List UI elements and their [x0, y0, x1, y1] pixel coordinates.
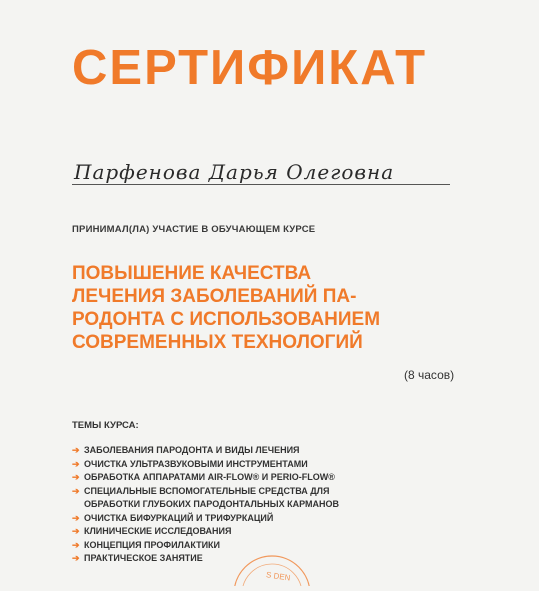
topic-item-continuation [72, 498, 432, 512]
topic-text: ПРАКТИЧЕСКОЕ ЗАНЯТИЕ [84, 553, 203, 563]
course-title-line: РОДОНТА С ИСПОЛЬЗОВАНИЕМ [72, 309, 381, 330]
topic-item [72, 444, 432, 458]
topic-item [72, 485, 432, 499]
arrow-right-icon: ➔ [72, 553, 80, 563]
arrow-right-icon: ➔ [72, 526, 80, 536]
topic-text: КЛИНИЧЕСКИЕ ИССЛЕДОВАНИЯ [84, 526, 232, 536]
arrow-right-icon: ➔ [72, 539, 80, 550]
stamp-seal-graphic [232, 546, 312, 586]
topic-text: ОБРАБОТКА АППАРАТАМИ AIR-FLOW® И PERIO-FLOW® [84, 472, 335, 482]
participation-text: ПРИНИМАЛ(ЛА) УЧАСТИЕ В ОБУЧАЮЩЕМ КУРСЕ [72, 224, 316, 235]
topic-item [72, 471, 432, 485]
course-hours: (8 часов) [404, 368, 455, 382]
svg-text:S DEN: S DEN [265, 570, 291, 583]
arrow-right-icon: ➔ [72, 485, 80, 496]
course-title-line: ПОВЫШЕНИЕ КАЧЕСТВА [72, 263, 312, 284]
topic-text: ОБРАБОТКИ ГЛУБОКИХ ПАРОДОНТАЛЬНЫХ КАРМАНОВ [84, 499, 339, 509]
topic-item [72, 525, 432, 539]
arrow-right-icon: ➔ [72, 445, 80, 455]
topics-heading: ТЕМЫ КУРСА: [72, 420, 139, 431]
topic-item [72, 458, 432, 472]
certificate-title: СЕРТИФИКАТ [72, 41, 428, 95]
recipient-name: Парфенова Дарья Олеговна [74, 160, 395, 184]
topic-text: КОНЦЕПЦИЯ ПРОФИЛАКТИКИ [84, 539, 221, 550]
course-title [72, 262, 452, 354]
arrow-right-icon: ➔ [72, 472, 80, 482]
course-title-line: ЛЕЧЕНИЯ ЗАБОЛЕВАНИЙ ПА- [72, 286, 357, 307]
topic-text: СПЕЦИАЛЬНЫЕ ВСПОМОГАТЕЛЬНЫЕ СРЕДСТВА ДЛЯ [84, 485, 330, 496]
signature-line [72, 184, 450, 185]
arrow-right-icon: ➔ [72, 512, 80, 523]
arrow-right-icon: ➔ [72, 458, 80, 469]
topic-item [72, 512, 432, 526]
topic-text: ЗАБОЛЕВАНИЯ ПАРОДОНТА И ВИДЫ ЛЕЧЕНИЯ [84, 445, 300, 455]
recipient-block [72, 160, 452, 190]
topic-text: ОЧИСТКА БИФУРКАЦИЙ И ТРИФУРКАЦИЙ [84, 512, 274, 523]
stamp-seal [232, 546, 312, 591]
course-title-line: СОВРЕМЕННЫХ ТЕХНОЛОГИЙ [72, 332, 363, 353]
topic-text: ОЧИСТКА УЛЬТРАЗВУКОВЫМИ ИНСТРУМЕНТАМИ [84, 458, 308, 469]
